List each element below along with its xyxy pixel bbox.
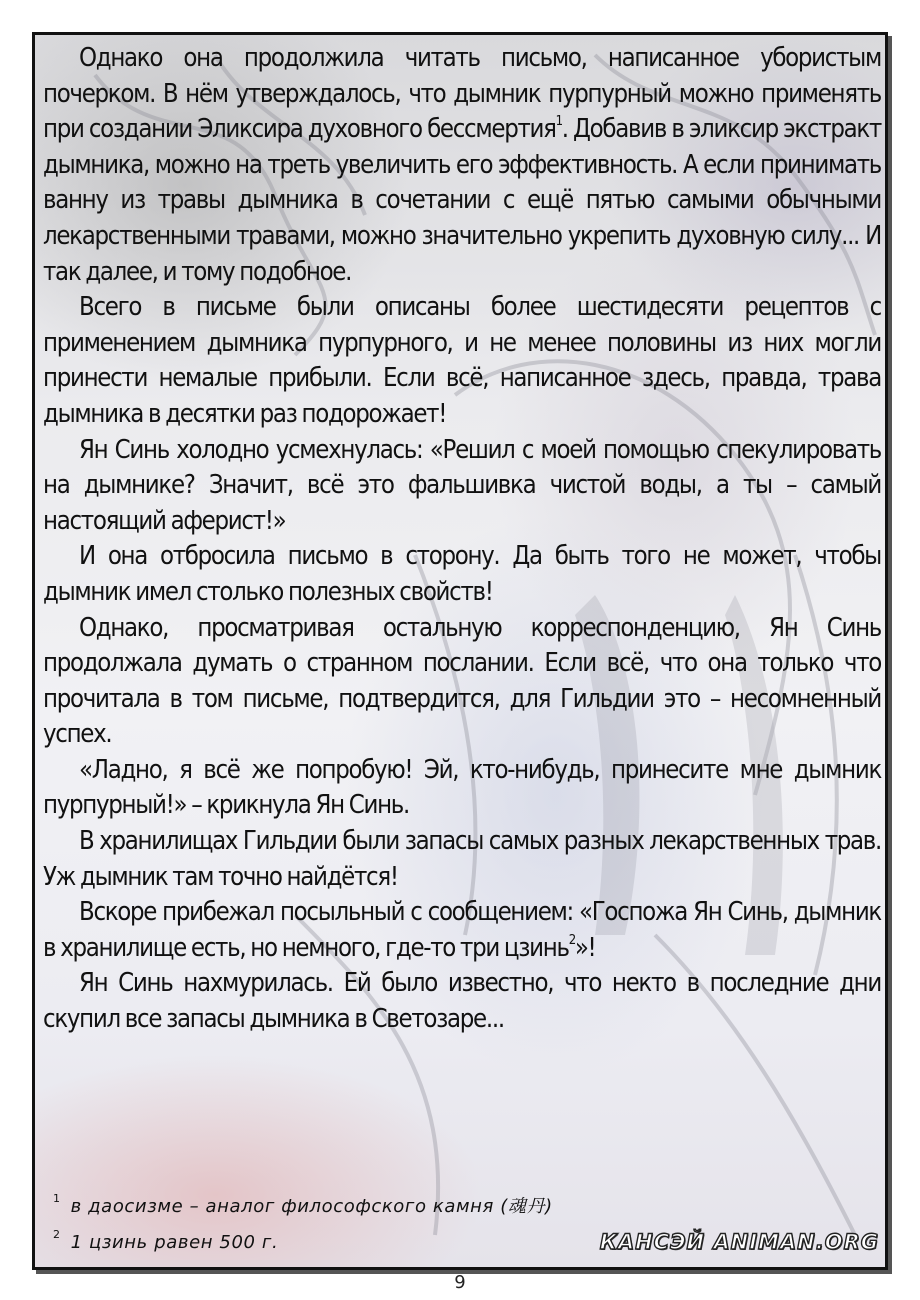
paragraph-text-continued: . Добавив в эликсир экстракт дымника, можно на треть увеличить его эффективность. А если принимать ванну из травы дымника в сочетании с ещё пятью самыми обычными лекарственными травами, можно значительно укрепить духовную силу... И так далее, и тому подобное. <box>43 114 881 287</box>
paragraph-9: Ян Синь нахмурилась. Ей было известно, что некто в последние дни скупил все запасы дымника в Светозаре... <box>43 968 881 1035</box>
paragraph-5: Однако, просматривая остальную корреспонденцию, Ян Синь продолжала думать о странном послании. Если всё, что она только что прочитала в том письме, подтвердится, для Гильдии это – несомненный успех. <box>43 612 881 750</box>
paragraph-4: И она отбросила письмо в сторону. Да быть того не может, чтобы дымник имел столько полезных свойств! <box>43 541 881 607</box>
page-frame <box>32 32 888 1270</box>
paragraph-text: Вскоре прибежал посыльный с сообщением: «Госпожа Ян Синь, дымник в хранилище есть, но немного, где-то три цзинь <box>43 897 881 963</box>
footnote-text: 1 цзинь равен 500 г. <box>70 1232 279 1253</box>
footnote-reference-1[interactable]: 1 <box>555 114 562 130</box>
footnote-mark: 1 <box>53 1192 61 1205</box>
paragraph-8 <box>43 895 881 966</box>
paragraph-text: Однако она продолжила читать письмо, написанное убористым почерком. В нём утверждалось, что дымник пурпурный можно применять при создании Эликсира духовного бессмертия <box>43 43 881 145</box>
paragraph-6: «Ладно, я всё же попробую! Эй, кто-нибудь, принесите мне дымник пурпурный!» – крикнула Ян Синь. <box>43 754 881 821</box>
paragraph-3: Ян Синь холодно усмехнулась: «Решил с моей помощью спекулировать на дымнике? Значит, всё это фальшивка чистой воды, а ты – самый настоящий аферист!» <box>43 434 881 536</box>
paragraph-text-continued: »! <box>574 932 596 963</box>
paragraph-7: В хранилищах Гильдии были запасы самых разных лекарственных трав. Уж дымник там точно найдётся! <box>43 826 881 892</box>
footnote-text: в даосизме – аналог философского камня (魂丹) <box>70 1196 553 1217</box>
footnote-mark: 2 <box>53 1228 61 1241</box>
footnote-2 <box>53 1217 553 1253</box>
footnote-1 <box>53 1181 553 1217</box>
footnotes <box>53 1181 553 1253</box>
watermark-logo: КАНСЭЙ ANIMAN.ORG <box>599 1230 879 1254</box>
footnote-reference-2[interactable]: 2 <box>568 932 575 948</box>
story-text <box>43 41 881 1038</box>
page-number: 9 <box>454 1272 466 1293</box>
paragraph-2: Всего в письме были описаны более шестидесяти рецептов с применением дымника пурпурного, и не менее половины из них могли принести немалые прибыли. Если всё, написанное здесь, правда, трава дымника в десятки раз подорожает! <box>43 292 881 429</box>
paragraph-1 <box>43 41 881 290</box>
